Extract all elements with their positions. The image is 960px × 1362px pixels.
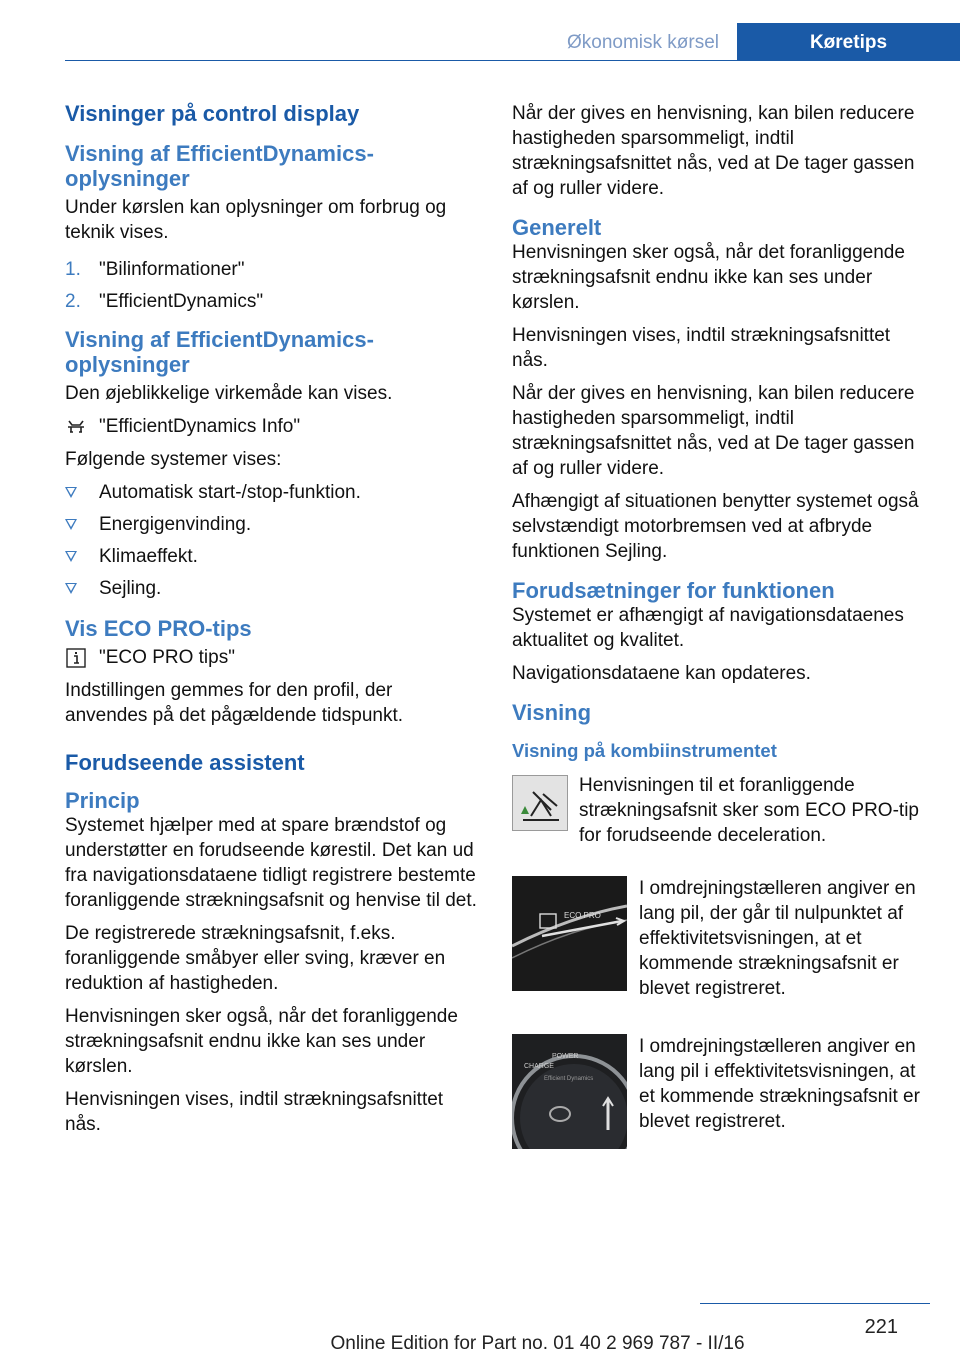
page-number: 221 xyxy=(864,1316,898,1338)
bullet-triangle-icon xyxy=(65,583,77,594)
tab-chapter[interactable]: Køretips xyxy=(737,23,960,61)
bullet-triangle-icon xyxy=(65,487,77,498)
tachometer-eco-pro-image xyxy=(512,876,627,991)
right-column xyxy=(512,101,927,1163)
heading-princip: Princip xyxy=(65,788,140,813)
paragraph-systemet-afhaengigt: Systemet er afhængigt af navigationsdataenes aktualitet og kvalitet. xyxy=(512,605,904,651)
tab-section[interactable]: Økonomisk kørsel xyxy=(566,32,719,53)
svg-text:POWER: POWER xyxy=(552,1053,579,1060)
efficiency-display-image xyxy=(512,1034,627,1149)
bullet-triangle-icon xyxy=(65,519,77,530)
list-item: Automatisk start-/stop-funktion. xyxy=(65,480,480,512)
svg-text:CHARGE: CHARGE xyxy=(524,1063,554,1070)
menu-efficientdynamics-info: "EfficientDynamics Info" xyxy=(65,414,480,439)
heading-visninger: Visninger på control display xyxy=(65,101,360,126)
paragraph-navigationsdata: Navigationsdataene kan opdateres. xyxy=(512,663,811,684)
list-item: Sejling. xyxy=(65,576,480,608)
steps-list xyxy=(65,257,480,321)
paragraph-naar-der-gives: Når der gives en henvisning, kan bilen reducere hastigheden sparsommeligt, indtil strækningsafsnittet nås, ved at De tager gassen af og ruller videre. xyxy=(512,103,915,199)
heading-vis-eco-pro-tips: Vis ECO PRO-tips xyxy=(65,616,252,641)
eco-pro-tip-row xyxy=(512,773,927,848)
bullet-triangle-icon xyxy=(65,551,77,562)
icon-description: Henvisningen til et foranliggende strækningsafsnit sker som ECO PRO-tip for forudseende deceleration. xyxy=(579,775,919,846)
paragraph-henvisningen-sker: Henvisningen sker også, når det foranliggende strækningsafsnit endnu ikke kan ses under kørslen. xyxy=(512,242,905,313)
image-row-2 xyxy=(512,1034,927,1149)
heading-forudsaetninger: Forudsætninger for funktionen xyxy=(512,578,835,603)
paragraph-henvisningen-vises: Henvisningen vises, indtil strækningsafsnittet nås. xyxy=(65,1089,444,1135)
heading-visning: Visning xyxy=(512,700,592,725)
image-2-description: I omdrejningstælleren angiver en lang pil i effektivitetsvisningen, at et kommende strækningsafsnit er blevet registreret. xyxy=(639,1036,920,1132)
paragraph-den-ojeblikkelige: Den øjeblikkelige virkemåde kan vises. xyxy=(65,383,393,404)
heading-kombiinstrumentet: Visning på kombiinstrumentet xyxy=(512,740,777,761)
paragraph-folgende: Følgende systemer vises: xyxy=(65,449,282,470)
list-item: 1. "Bilinformationer" xyxy=(65,259,245,280)
image-row-1 xyxy=(512,876,927,1001)
heading-visning-efficientdynamics-2: Visning af EfficientDynamics-oplysninger xyxy=(65,327,374,377)
menu-eco-pro-tips: "ECO PRO tips" xyxy=(65,645,480,670)
image-1-description: I omdrejningstælleren angiver en lang pil, der går til nulpunktet af effektivitetsvisningen, at et kommende strækningsafsnit er blevet registreret. xyxy=(639,878,916,999)
paragraph-under-korslen: Under kørslen kan oplysninger om forbrug og teknik vises. xyxy=(65,197,447,243)
svg-text:ECO PRO: ECO PRO xyxy=(564,911,601,920)
paragraph-henvisningen-vises: Henvisningen vises, indtil strækningsafsnittet nås. xyxy=(512,325,891,371)
systems-list xyxy=(65,480,480,608)
heading-visning-efficientdynamics: Visning af EfficientDynamics-oplysninger xyxy=(65,141,374,191)
paragraph-systemet: Systemet hjælper med at spare brændstof og understøtter en forudseende kørestil. Det kan ud fra navigationsdataene tidligt registrere bestemte foranliggende strækningsafsnit og henvise til det. xyxy=(65,815,477,911)
deceleration-tip-icon xyxy=(512,775,568,831)
page-header xyxy=(65,23,960,61)
paragraph-de-registrerede: De registrerede strækningsafsnit, f.eks. foranliggende småbyer eller sving, kræver en reduktion af hastigheden. xyxy=(65,923,446,994)
heading-generelt: Generelt xyxy=(512,215,602,240)
list-item: 2. "EfficientDynamics" xyxy=(65,291,264,312)
footer-divider xyxy=(700,1303,930,1304)
paragraph-naar-der-gives-2: Når der gives en henvisning, kan bilen reducere hastigheden sparsommeligt, indtil strækningsafsnittet nås, ved at De tager gassen af og ruller videre. xyxy=(512,383,915,479)
paragraph-indstillingen: Indstillingen gemmes for den profil, der anvendes på det pågældende tidspunkt. xyxy=(65,680,404,726)
heading-forudseende-assistent: Forudseende assistent xyxy=(65,750,305,775)
footer-edition: Online Edition for Part no. 01 40 2 969 787 - II/16 xyxy=(330,1333,745,1354)
left-column xyxy=(65,101,480,1145)
info-icon xyxy=(65,647,87,669)
list-item: Klimaeffekt. xyxy=(65,544,480,576)
car-settings-icon xyxy=(65,416,87,438)
list-item: Energigenvinding. xyxy=(65,512,480,544)
paragraph-afhaengigt: Afhængigt af situationen benytter systemet også selvstændigt motorbremsen ved at afbryde funktionen Sejling. xyxy=(512,491,919,562)
paragraph-henvisningen-sker: Henvisningen sker også, når det foranliggende strækningsafsnit endnu ikke kan ses under kørslen. xyxy=(65,1006,458,1077)
svg-text:Efficient Dynamics: Efficient Dynamics xyxy=(544,1076,594,1082)
